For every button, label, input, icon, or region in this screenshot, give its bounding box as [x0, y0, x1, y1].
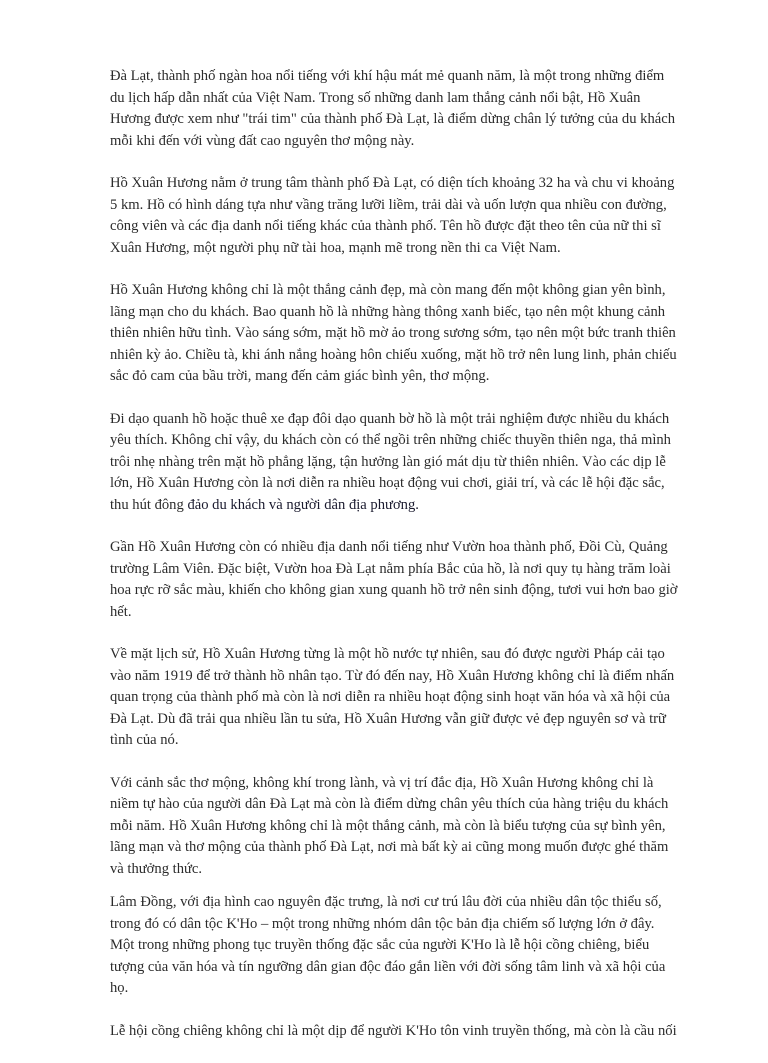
text-line: lãng mạn và thơ mộng của thành phố Đà Lạt, nơi mà bất kỳ ai cũng mong muốn được ghé thăm [110, 839, 669, 855]
paragraph-location [110, 173, 712, 259]
text-line: Lễ hội cồng chiêng không chỉ là một dịp để người K'Ho tôn vinh truyền thống, mà còn là cầu nối [110, 1022, 677, 1039]
text-line: lớn, Hồ Xuân Hương còn là nơi diễn ra nhiều hoạt động vui chơi, giải trí, và các lễ hội đặc sắc, [110, 475, 665, 491]
paragraph-conclusion [110, 773, 712, 881]
paragraph-kho-people [110, 892, 712, 1000]
document-body [110, 66, 712, 1063]
paragraph-activities [110, 409, 712, 517]
text-line: tượng của văn hóa và tín ngưỡng dân gian độc đáo gắn liền với đời sống tâm linh và xã hội của [110, 958, 666, 975]
text-line: Với cảnh sắc thơ mộng, không khí trong lành, và vị trí đắc địa, Hồ Xuân Hương không chỉ là [110, 774, 654, 791]
text-line: Lâm Đồng, với địa hình cao nguyên đặc trưng, là nơi cư trú lâu đời của nhiều dân tộc thiểu số, [110, 894, 662, 910]
text-line: yêu thích. Không chỉ vậy, du khách còn có thể ngồi trên những chiếc thuyền thiên nga, thả mình [110, 432, 671, 448]
text-line: trong đó có dân tộc K'Ho – một trong những nhóm dân tộc bản địa chiếm số lượng lớn ở đây. [110, 915, 655, 932]
text-line: niềm tự hào của người dân Đà Lạt mà còn là điểm dừng chân yêu thích của hàng triệu du khách [110, 796, 669, 812]
text-line: Đi dạo quanh hồ hoặc thuê xe đạp đôi dạo quanh bờ hồ là một trải nghiệm được nhiều du khách [110, 410, 670, 427]
text-line: Về mặt lịch sử, Hồ Xuân Hương từng là một hồ nước tự nhiên, sau đó được người Pháp cải tạo [110, 646, 665, 662]
text-line: 5 km. Hồ có hình dáng tựa như vầng trăng lưỡi liềm, trải dài và uốn lượn qua nhiều con đường, [110, 196, 667, 213]
text-line [110, 495, 712, 517]
text-line: trường Lâm Viên. Đặc biệt, Vườn hoa Đà Lạt nằm phía Bắc của hồ, là nơi quy tụ hàng trăm loài [110, 560, 671, 577]
text-line: Đà Lạt, thành phố ngàn hoa nổi tiếng với khí hậu mát mẻ quanh năm, là một trong những điểm [110, 68, 665, 84]
text-line: hết. [110, 603, 132, 620]
text-line: nhiên kỳ ảo. Chiều tà, khi ánh nắng hoàng hôn chiếu xuống, mặt hồ trở nên lung linh, phản chiếu [110, 346, 677, 363]
text-line: họ. [110, 980, 129, 996]
text-line: trôi nhẹ nhàng trên mặt hồ phẳng lặng, tận hưởng làn gió mát dịu từ thiên nhiên. Vào các dịp lễ [110, 453, 666, 470]
paragraph-scenery [110, 280, 712, 388]
text-line: mỗi khi đến với vùng đất cao nguyên thơ mộng này. [110, 132, 415, 149]
text-line: vào năm 1919 để trở thành hồ nhân tạo. Từ đó đến nay, Hồ Xuân Hương không chỉ là điểm nhấn [110, 667, 675, 684]
text-line: Hồ Xuân Hương nằm ở trung tâm thành phố Đà Lạt, có diện tích khoảng 32 ha và chu vi khoảng [110, 175, 675, 191]
text-line: sắc đỏ cam của bầu trời, mang đến cảm giác bình yên, thơ mộng. [110, 368, 490, 384]
text-line: Gần Hồ Xuân Hương còn có nhiều địa danh nổi tiếng như Vườn hoa thành phố, Đồi Cù, Quảng [110, 539, 668, 555]
text-line: Hương được xem như "trái tim" của thành phố Đà Lạt, là điểm dừng chân lý tưởng của du khách [110, 111, 675, 127]
text-line: Xuân Hương, một người phụ nữ tài hoa, mạnh mẽ trong nền thi ca Việt Nam. [110, 239, 561, 256]
text-line: Hồ Xuân Hương không chỉ là một thắng cảnh đẹp, mà còn mang đến một không gian yên bình, [110, 282, 666, 298]
paragraph-intro [110, 66, 712, 152]
text-line: Một trong những phong tục truyền thống đặc sắc của người K'Ho là lễ hội cồng chiêng, biểu [110, 937, 650, 953]
text-line: Đà Lạt. Dù đã trải qua nhiều lần tu sửa, Hồ Xuân Hương vẫn giữ được vẻ đẹp nguyên sơ và trữ [110, 710, 666, 727]
paragraph-landmarks [110, 537, 712, 623]
text-fragment-alt: đảo du khách và người dân địa phương. [187, 496, 419, 513]
text-line: và thưởng thức. [110, 860, 203, 877]
text-line: tình của nó. [110, 732, 179, 748]
text-line: thiên nhiên hữu tình. Vào sáng sớm, mặt hồ mờ ảo trong sương sớm, tạo nên một bức tranh thiên [110, 325, 676, 341]
text-line: hoa rực rỡ sắc màu, khiến cho không gian xung quanh hồ trở nên sinh động, tươi vui hơn bao giờ [110, 582, 678, 598]
text-fragment: thu hút đông [110, 496, 188, 513]
text-line: quan trọng của thành phố mà còn là nơi diễn ra nhiều hoạt động sinh hoạt văn hóa và xã hội của [110, 689, 671, 705]
text-line: mỗi năm. Hồ Xuân Hương không chỉ là một thắng cảnh, mà còn là biểu tượng của sự bình yên, [110, 817, 666, 834]
paragraph-history [110, 644, 712, 752]
text-line: công viên và các địa danh nổi tiếng khác của thành phố. Tên hồ được đặt theo tên của nữ thi sĩ [110, 218, 661, 234]
text-line: lãng mạn cho du khách. Bao quanh hồ là những hàng thông xanh biếc, tạo nên một khung cảnh [110, 303, 666, 320]
text-line: du lịch hấp dẫn nhất của Việt Nam. Trong số những danh lam thắng cảnh nổi bật, Hồ Xuân [110, 89, 641, 106]
